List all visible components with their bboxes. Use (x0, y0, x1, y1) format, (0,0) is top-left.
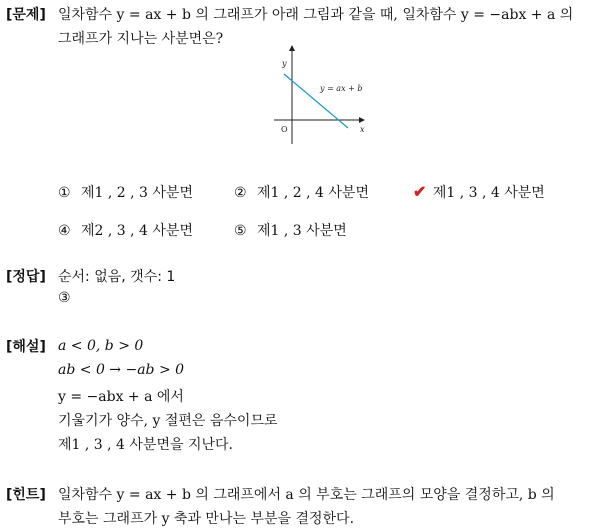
option-1-text: 제1 , 2 , 3 사분면 (81, 185, 193, 201)
problem-label: [문제] (6, 7, 46, 23)
hint-line2: 부호는 그래프가 y 축과 만나는 부분을 결정한다. (58, 511, 355, 527)
answer-label: [정답] (6, 269, 46, 285)
option-5[interactable] (234, 220, 347, 240)
y-axis-label: y (282, 59, 287, 68)
hint-label: [힌트] (6, 487, 46, 503)
option-4[interactable] (58, 220, 193, 240)
function-graph (262, 44, 372, 148)
option-3-text: 제1 , 3 , 4 사분면 (432, 185, 545, 201)
hint-line1: 일차함수 y = ax + b 의 그래프에서 a 의 부호는 그래프의 모양을 결정하고, b 의 (58, 487, 555, 503)
x-axis-label: x (360, 125, 365, 134)
option-5-text: 제1 , 3 사분면 (257, 223, 347, 239)
answer-line1: 순서: 없음, 갯수: 1 (58, 269, 176, 285)
line-label: y = ax + b (320, 84, 363, 93)
option-1[interactable] (58, 182, 193, 202)
option-5-marker: ⑤ (234, 223, 247, 239)
explanation-line-1: a < 0, b > 0 (58, 338, 144, 354)
check-mark-icon: ✔ (413, 182, 427, 201)
option-4-marker: ④ (58, 223, 71, 239)
origin-label: O (281, 125, 288, 134)
option-1-marker: ① (58, 185, 71, 201)
explanation-label: [해설] (6, 339, 46, 355)
option-2-text: 제1 , 2 , 4 사분면 (257, 185, 369, 201)
problem-text-line1: 일차함수 y = ax + b 의 그래프가 아래 그림과 같을 때, 일차함수 y = −abx + a 의 (58, 7, 574, 23)
explanation-line-4: 기울기가 양수, y 절편은 음수이므로 (58, 413, 278, 429)
option-4-text: 제2 , 3 , 4 사분면 (81, 223, 193, 239)
option-2-marker: ② (234, 185, 247, 201)
explanation-line-2: ab < 0 → −ab > 0 (58, 362, 185, 378)
option-3[interactable] (413, 182, 545, 202)
problem-text-line2: 그래프가 지나는 사분면은? (58, 31, 224, 47)
explanation-line-3: y = −abx + a 에서 (58, 389, 184, 405)
answer-line2: ③ (58, 290, 71, 306)
option-2[interactable] (234, 182, 369, 202)
explanation-line-5: 제1 , 3 , 4 사분면을 지난다. (58, 437, 233, 453)
